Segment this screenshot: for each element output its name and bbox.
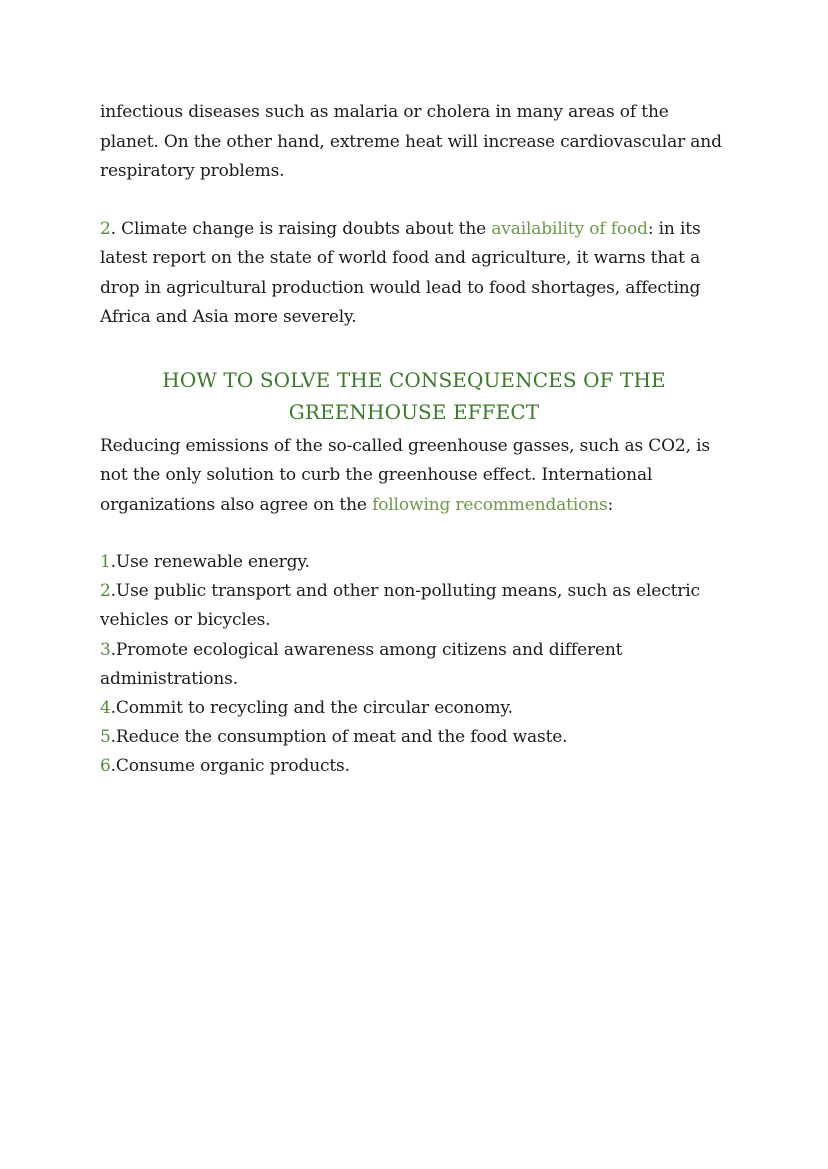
list-item <box>100 752 728 781</box>
paragraph-text: infectious diseases such as malaria or cholera in many areas of the planet. On the other hand, extreme heat will increase cardiovascular and respiratory problems. <box>100 102 722 181</box>
section-title-line-1: HOW TO SOLVE THE CONSEQUENCES OF THE <box>162 367 666 392</box>
list-item <box>100 548 728 577</box>
list-item-text: .Use public transport and other non-polluting means, such as electric vehicles or bicycles. <box>100 581 700 631</box>
paragraph-food-availability <box>100 215 728 333</box>
list-item <box>100 723 728 752</box>
section-intro-paragraph <box>100 432 728 521</box>
list-item <box>100 577 728 635</box>
list-item-text: .Use renewable energy. <box>110 552 310 572</box>
list-item-text: .Reduce the consumption of meat and the food waste. <box>110 727 568 748</box>
paragraph-text: : in its latest report on the state of world food and agriculture, it warns that a drop in agricultural production would lead to food shortages, affecting Africa and Asia more severely. <box>100 218 701 327</box>
document-page <box>100 98 728 782</box>
recommendations-list <box>100 548 728 782</box>
availability-of-food-link[interactable]: availability of food <box>491 218 648 239</box>
following-recommendations-link[interactable]: following recommendations <box>372 494 608 515</box>
list-number: 4 <box>100 698 111 719</box>
list-number: 2 <box>100 218 111 239</box>
list-number: 1 <box>100 552 111 572</box>
list-number: 5 <box>100 727 111 748</box>
section-title <box>100 364 728 428</box>
paragraph-text: : <box>607 494 614 515</box>
list-item-text: .Commit to recycling and the circular economy. <box>110 698 513 719</box>
list-number: 3 <box>100 639 111 660</box>
list-item-text: .Consume organic products. <box>110 756 350 777</box>
list-number: 6 <box>100 756 111 777</box>
list-item-text: .Promote ecological awareness among citizens and different administrations. <box>100 639 623 689</box>
list-item <box>100 636 728 694</box>
paragraph-text: Reducing emissions of the so-called greenhouse gasses, such as CO2, is not the only solution to curb the greenhouse effect. International organizations also agree on the <box>100 435 710 515</box>
paragraph-text: . Climate change is raising doubts about the <box>110 218 492 239</box>
paragraph-health-effects <box>100 98 728 187</box>
section-title-line-2: GREENHOUSE EFFECT <box>288 399 540 424</box>
list-item <box>100 694 728 723</box>
list-number: 2 <box>100 581 111 602</box>
